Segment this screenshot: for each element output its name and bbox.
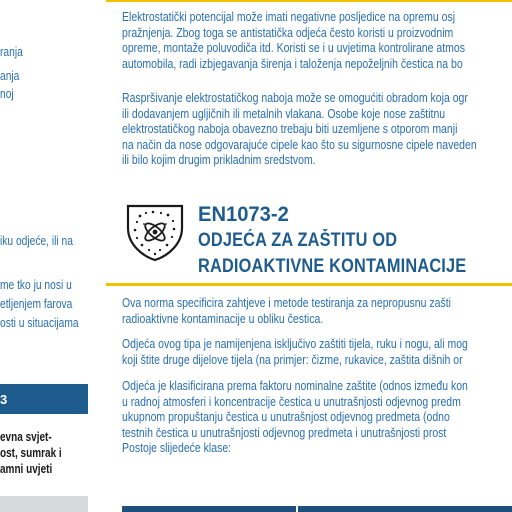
text-line: u radnoj atmosferi i koncentracije čestica u unutrašnjosti odjevnog predm	[122, 393, 461, 409]
left-bold-line: evna svjet-	[0, 430, 52, 444]
text-line: Postoje slijedeće klase:	[122, 440, 232, 456]
left-text-fragment: anja	[0, 69, 20, 83]
section-paragraph-1	[122, 295, 512, 326]
text-line: radioaktivne kontaminacije u obliku čestica.	[122, 310, 324, 326]
text-line: Raspršivanje elektrostatičkog naboja može se omogućiti obradom koja ogr	[122, 90, 468, 105]
left-section-bar-label: 3	[0, 392, 8, 407]
text-line: ili bilo kojim drugim prikladnim sredstvom.	[122, 152, 316, 168]
left-text-fragment: noj	[0, 87, 14, 101]
text-line: ili dodavanjem ugljičnih ili metalnih vlakana. Osobe koje nose zaštitnu	[122, 105, 446, 121]
text-line: automobila, radi izbjegavanja širenja i taloženja nepoželjnih čestica na bo	[122, 55, 463, 71]
left-text-fragment: iku odjeće, ili na	[0, 234, 73, 248]
left-text-fragment: etljenjem farova	[0, 297, 73, 311]
text-line: testnih čestica u unutrašnjosti odjevnog predmeta i unutrašnjosti prost	[122, 424, 447, 440]
section-title-line: ODJEĆA ZA ZAŠTITU OD	[198, 230, 398, 251]
section-title-line: RADIOAKTIVNE KONTAMINACIJE	[198, 256, 467, 277]
text-line: Odjeća ovog tipa je namijenjena isključivo zaštiti tijela, ruku i nogu, ali mog	[122, 336, 468, 351]
text-line: Odjeća je klasificirana prema faktoru nominalne zaštite (odnos između kon	[122, 378, 468, 393]
left-section-bar	[0, 384, 88, 414]
intro-paragraph-1	[122, 9, 512, 71]
left-text-fragment: ranja	[0, 45, 23, 59]
class-table-divider	[296, 506, 298, 512]
text-line: opreme, montaže poluvodiča itd. Koristi se i u uvjetima kontrolirane atmos	[122, 40, 465, 56]
text-line: koji štite druge dijelove tijela (na primjer: čizme, rukavice, zaštita dišnih or	[122, 351, 463, 367]
text-line: elektrostatičkog naboja obavezno trebaju biti uzemljene s otporom manji	[122, 121, 458, 137]
text-line: na način da nose odgovarajuće cipele kao što su sigurnosne cipele naveden	[122, 136, 477, 152]
text-line: ukupnom propuštanju čestica u unutrašnjost odjevnog predmeta (odno	[122, 409, 450, 425]
left-bold-line: ost, sumrak i	[0, 446, 62, 460]
section-yellow-rule	[106, 283, 512, 286]
intro-paragraph-2	[122, 90, 512, 168]
text-line: pražnjenja. Zbog toga se antistatička odjeća često koristi u proizvodnim	[122, 24, 454, 40]
left-column	[0, 0, 88, 512]
main-column	[106, 0, 512, 512]
radioactive-contamination-shield-icon	[122, 204, 188, 262]
standard-code: EN1073-2	[198, 203, 289, 226]
section-paragraph-3	[122, 378, 512, 456]
left-gray-block	[0, 496, 88, 512]
section-paragraph-2	[122, 336, 512, 367]
left-bold-line: amni uvjeti	[0, 462, 53, 476]
class-table-header	[122, 506, 512, 512]
text-line: Elektrostatički potencijal može imati negativne posljedice na opremu osj	[122, 9, 456, 24]
top-yellow-rule	[106, 0, 512, 2]
left-text-fragment: osti u situacijama	[0, 316, 79, 330]
text-line: Ova norma specificira zahtjeve i metode testiranja za nepropusnu zašti	[122, 295, 451, 310]
left-text-fragment: me tko ju nosi u	[0, 278, 72, 292]
